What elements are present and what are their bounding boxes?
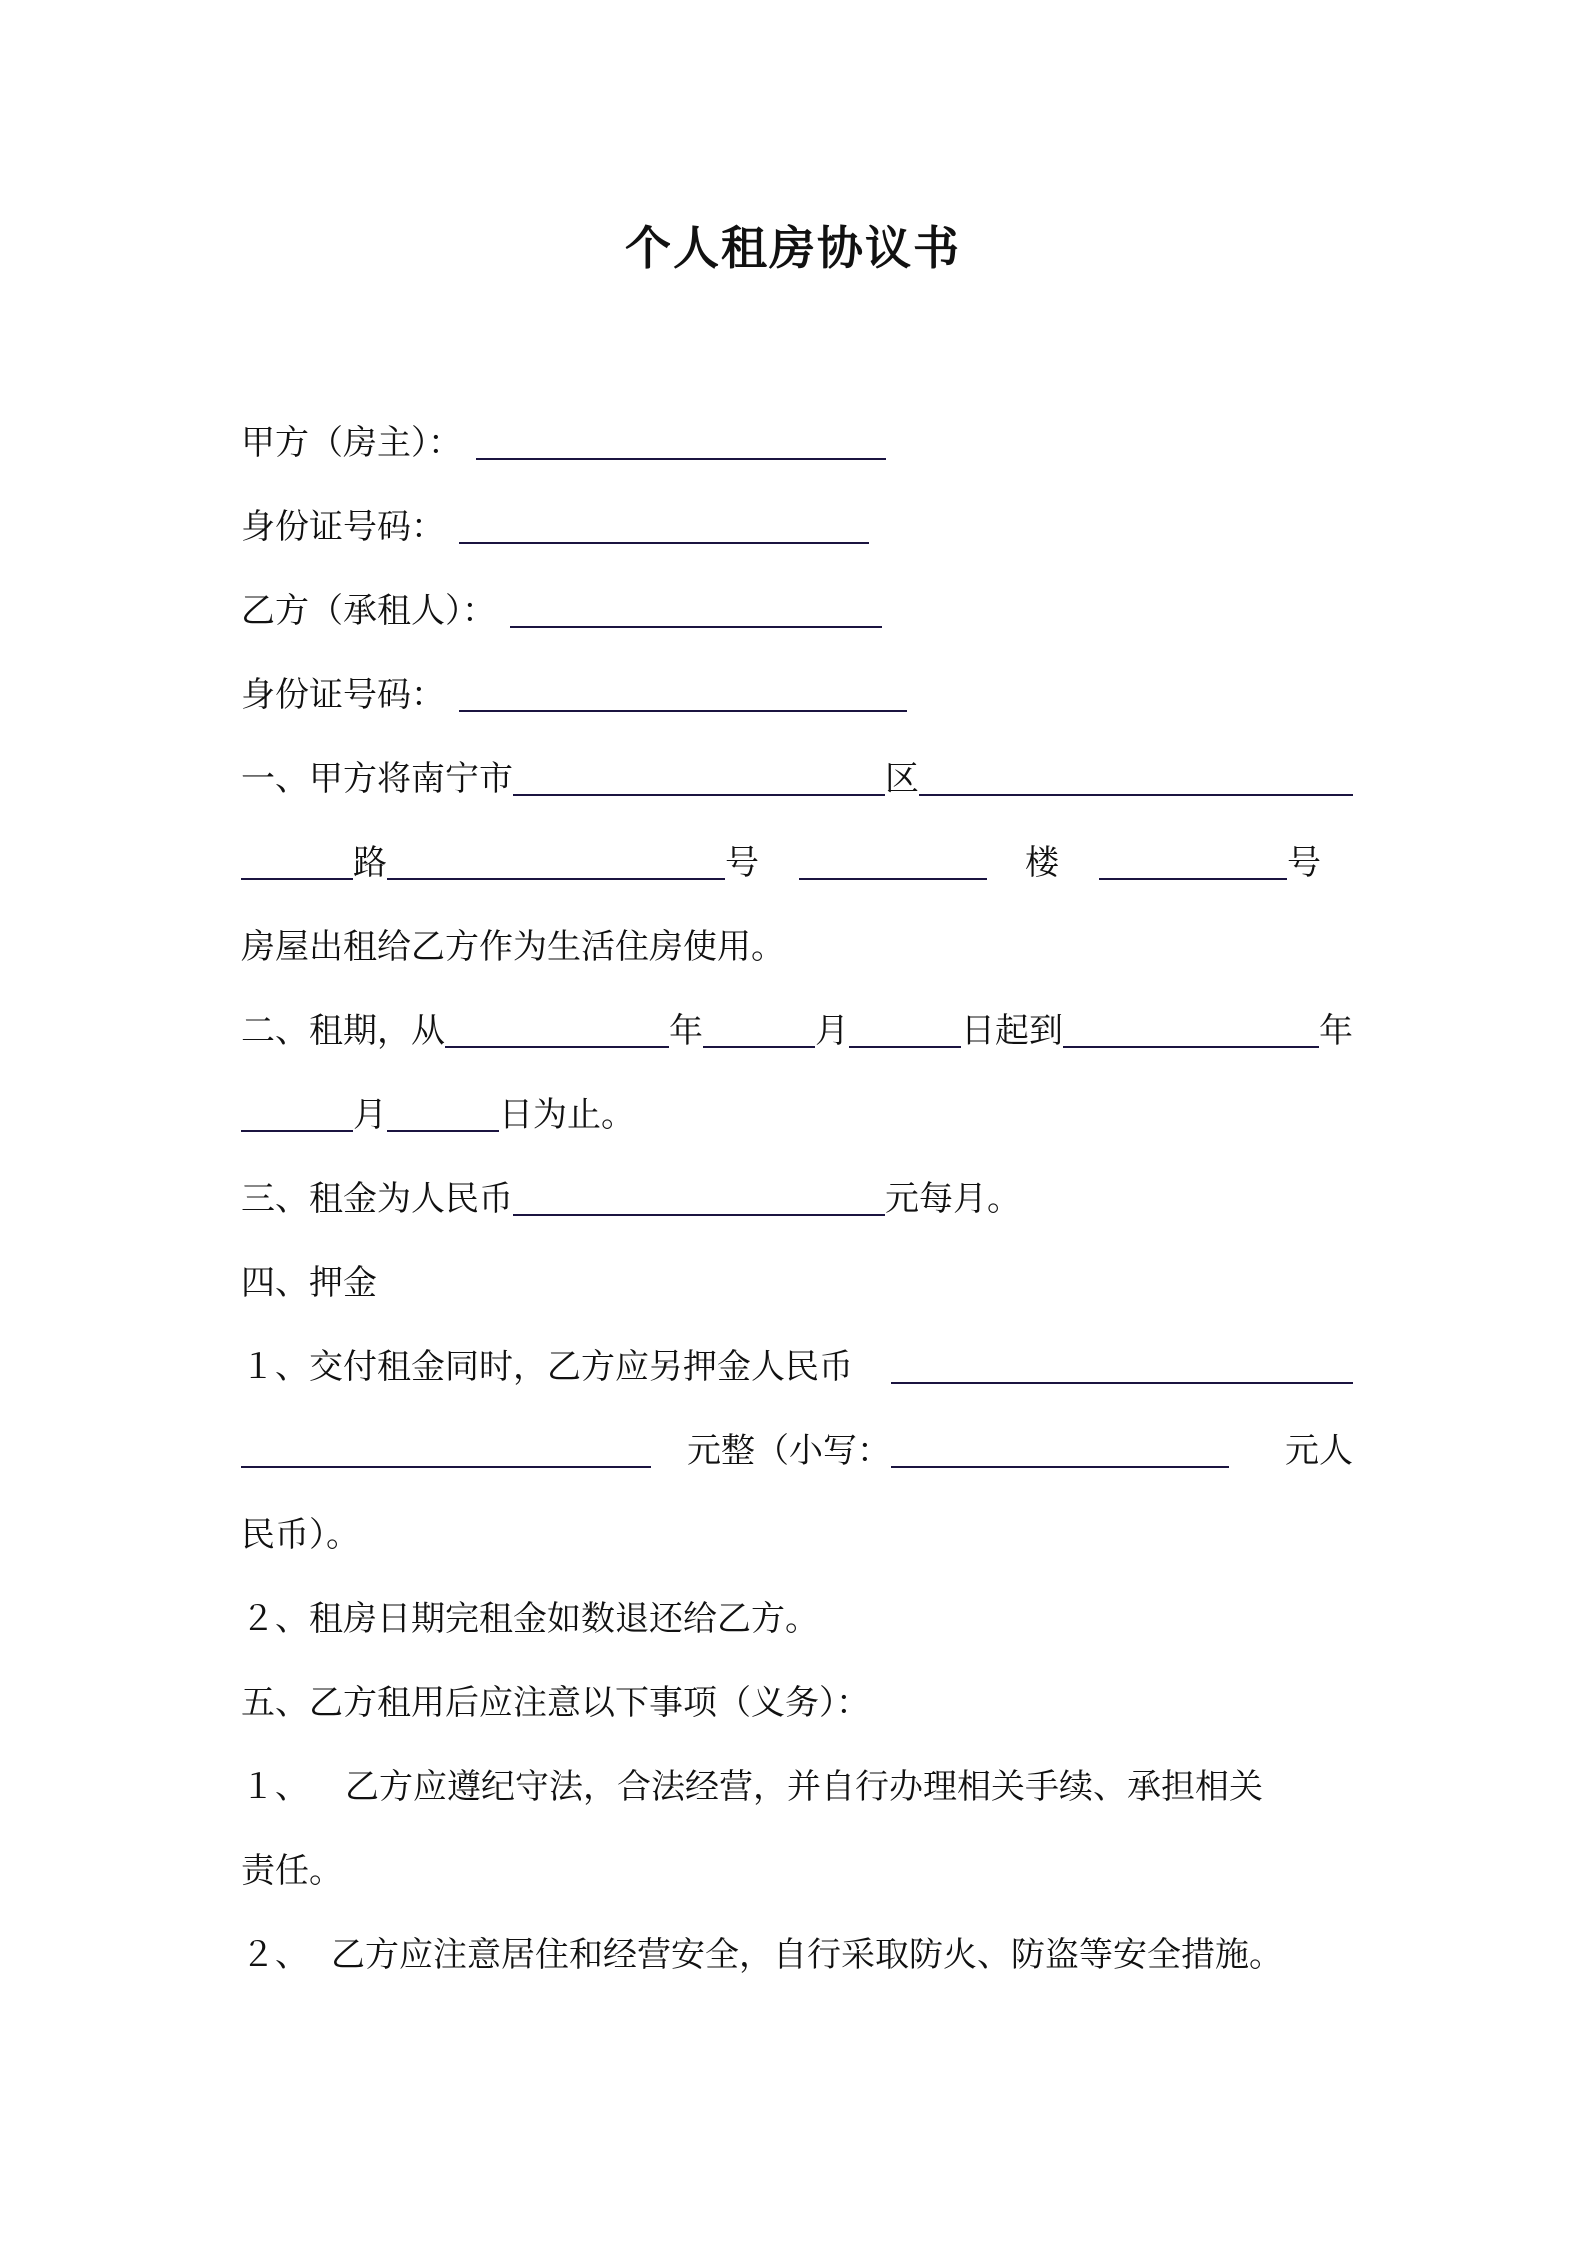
party-a-id-blank[interactable] — [459, 542, 869, 544]
deposit-amount-digits-blank[interactable] — [891, 1466, 1229, 1468]
party-a-id-line — [241, 492, 1353, 552]
day-to-label: 日起到 — [961, 1011, 1063, 1051]
floor-label: 楼 — [1025, 843, 1059, 883]
deposit-prefix: １、交付租金同时，乙方应另押金人民币 — [241, 1347, 853, 1387]
day-end-label: 日为止。 — [499, 1095, 635, 1135]
clause1-line3 — [241, 912, 1353, 972]
party-a-id-label: 身份证号码： — [241, 507, 445, 547]
number1-label: 号 — [725, 843, 759, 883]
clause5-item1-number: １、 — [241, 1767, 309, 1807]
clause2-prefix: 二、租期，从 — [241, 1011, 445, 1051]
clause3-suffix: 元每月。 — [885, 1179, 1021, 1219]
party-a-name-blank[interactable] — [476, 458, 886, 460]
start-year-blank[interactable] — [445, 1046, 669, 1048]
month1-label: 月 — [815, 1011, 849, 1051]
district-blank[interactable] — [919, 794, 1353, 796]
party-b-id-line — [241, 660, 1353, 720]
year1-label: 年 — [669, 1011, 703, 1051]
end-day-blank[interactable] — [387, 1130, 499, 1132]
clause5-item2-line — [241, 1920, 1353, 1980]
clause5-item2-number: ２、 — [241, 1935, 309, 1975]
month2-label: 月 — [353, 1095, 387, 1135]
start-day-blank[interactable] — [849, 1046, 961, 1048]
clause4-heading-text: 四、押金 — [241, 1263, 377, 1303]
party-a-label: 甲方（房主）： — [241, 423, 462, 463]
clause4-item2-line — [241, 1584, 1353, 1644]
building-blank[interactable] — [799, 878, 987, 880]
district-label: 区 — [885, 759, 919, 799]
clause4-item1-line3 — [241, 1500, 1353, 1560]
clause5-item1-text: 乙方应遵纪守法，合法经营，并自行办理相关手续、承担相关 — [345, 1767, 1263, 1807]
end-year-blank[interactable] — [1063, 1046, 1319, 1048]
clause3-line — [241, 1164, 1353, 1224]
clause5-item1-tail: 责任。 — [241, 1851, 343, 1891]
road-number-blank[interactable] — [387, 878, 725, 880]
deposit-refund: ２、租房日期完租金如数退还给乙方。 — [241, 1599, 819, 1639]
party-b-id-blank[interactable] — [459, 710, 907, 712]
road-label: 路 — [353, 843, 387, 883]
start-month-blank[interactable] — [703, 1046, 815, 1048]
city-blank[interactable] — [513, 794, 885, 796]
clause4-item1-line2 — [241, 1416, 1353, 1476]
deposit-mid: 元整（小写： — [687, 1431, 891, 1471]
clause5-heading-text: 五、乙方租用后应注意以下事项（义务）： — [241, 1683, 870, 1723]
party-b-id-label: 身份证号码： — [241, 675, 445, 715]
party-b-name-blank[interactable] — [510, 626, 882, 628]
clause4-heading — [241, 1248, 1353, 1308]
clause2-line1 — [241, 996, 1353, 1056]
room-blank[interactable] — [1099, 878, 1287, 880]
end-month-blank[interactable] — [241, 1130, 353, 1132]
party-b-label: 乙方（承租人）： — [241, 591, 496, 631]
clause5-heading — [241, 1668, 1353, 1728]
clause1-line2 — [241, 828, 1353, 888]
clause1-tail: 房屋出租给乙方作为生活住房使用。 — [241, 927, 785, 967]
clause2-line2 — [241, 1080, 1353, 1140]
clause5-item1-line2 — [241, 1836, 1353, 1896]
deposit-amount-words-blank-1[interactable] — [891, 1382, 1353, 1384]
rent-amount-blank[interactable] — [513, 1214, 885, 1216]
year2-label: 年 — [1319, 1011, 1353, 1051]
deposit-amount-words-blank-2[interactable] — [241, 1466, 651, 1468]
party-a-line — [241, 408, 1353, 468]
party-b-line — [241, 576, 1353, 636]
clause4-item1-line1 — [241, 1332, 1353, 1392]
document-title: 个人租房协议书 — [625, 221, 961, 275]
clause3-prefix: 三、租金为人民币 — [241, 1179, 513, 1219]
road-prefix-blank[interactable] — [241, 878, 353, 880]
deposit-tail: 民币）。 — [241, 1515, 360, 1555]
clause5-item1-line1 — [241, 1752, 1353, 1812]
clause1-prefix: 一、甲方将南宁市 — [241, 759, 513, 799]
clause5-item2-text: 乙方应注意居住和经营安全，自行采取防火、防盗等安全措施。 — [331, 1935, 1283, 1975]
deposit-end: 元人 — [1285, 1431, 1353, 1471]
number2-label: 号 — [1287, 843, 1321, 883]
clause1-line1 — [241, 744, 1353, 804]
